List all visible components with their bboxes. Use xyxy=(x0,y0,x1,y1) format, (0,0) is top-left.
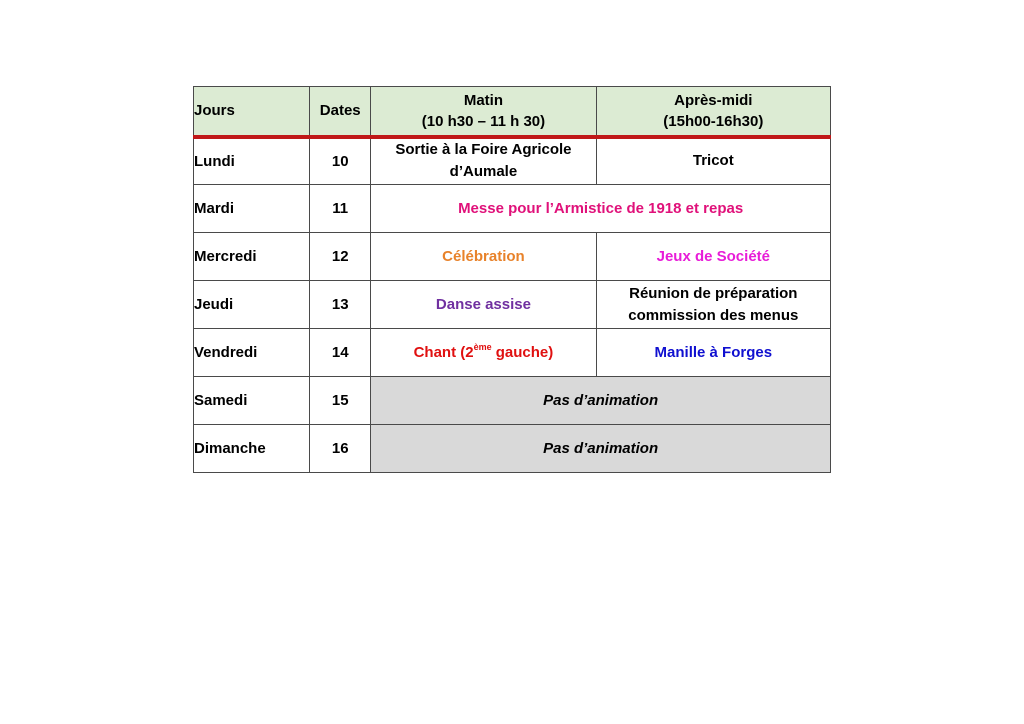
day-cell: Mardi xyxy=(194,185,310,233)
no-activity-cell: Pas d’animation xyxy=(371,425,831,473)
afternoon-activity: Jeux de Société xyxy=(596,233,830,281)
header-apres-midi xyxy=(596,87,830,137)
row-mardi xyxy=(194,185,831,233)
header-matin-hours: (10 h30 – 11 h 30) xyxy=(421,112,546,130)
header-row xyxy=(194,87,831,137)
row-vendredi xyxy=(194,329,831,377)
day-cell: Lundi xyxy=(194,137,310,185)
day-cell: Samedi xyxy=(194,377,310,425)
header-jours: Jours xyxy=(194,87,310,137)
header-apres-midi-hours: (15h00-16h30) xyxy=(663,112,764,130)
date-cell: 14 xyxy=(310,329,371,377)
date-cell: 16 xyxy=(310,425,371,473)
date-cell: 11 xyxy=(310,185,371,233)
date-cell: 13 xyxy=(310,281,371,329)
day-cell: Dimanche xyxy=(194,425,310,473)
morning-activity: Célébration xyxy=(371,233,596,281)
afternoon-activity: Manille à Forges xyxy=(596,329,830,377)
activity-text: Chant (2 xyxy=(413,343,474,361)
weekly-schedule-table xyxy=(193,86,831,473)
morning-activity: Sortie à la Foire Agricole d’Aumale xyxy=(371,137,596,185)
header-matin xyxy=(371,87,596,137)
header-dates: Dates xyxy=(310,87,371,137)
day-cell: Jeudi xyxy=(194,281,310,329)
row-dimanche xyxy=(194,425,831,473)
full-day-activity: Messe pour l’Armistice de 1918 et repas xyxy=(371,185,831,233)
row-mercredi xyxy=(194,233,831,281)
morning-activity xyxy=(371,329,596,377)
header-apres-midi-label: Après-midi xyxy=(674,91,753,109)
header-matin-label: Matin xyxy=(463,91,504,109)
day-cell: Vendredi xyxy=(194,329,310,377)
activity-text: gauche) xyxy=(491,343,554,361)
row-lundi xyxy=(194,137,831,185)
date-cell: 15 xyxy=(310,377,371,425)
row-jeudi xyxy=(194,281,831,329)
ordinal-superscript: ème xyxy=(473,341,492,352)
date-cell: 12 xyxy=(310,233,371,281)
no-activity-cell: Pas d’animation xyxy=(371,377,831,425)
afternoon-activity: Réunion de préparation commission des menus xyxy=(596,281,830,329)
row-samedi xyxy=(194,377,831,425)
date-cell: 10 xyxy=(310,137,371,185)
morning-activity: Danse assise xyxy=(371,281,596,329)
day-cell: Mercredi xyxy=(194,233,310,281)
afternoon-activity: Tricot xyxy=(596,137,830,185)
